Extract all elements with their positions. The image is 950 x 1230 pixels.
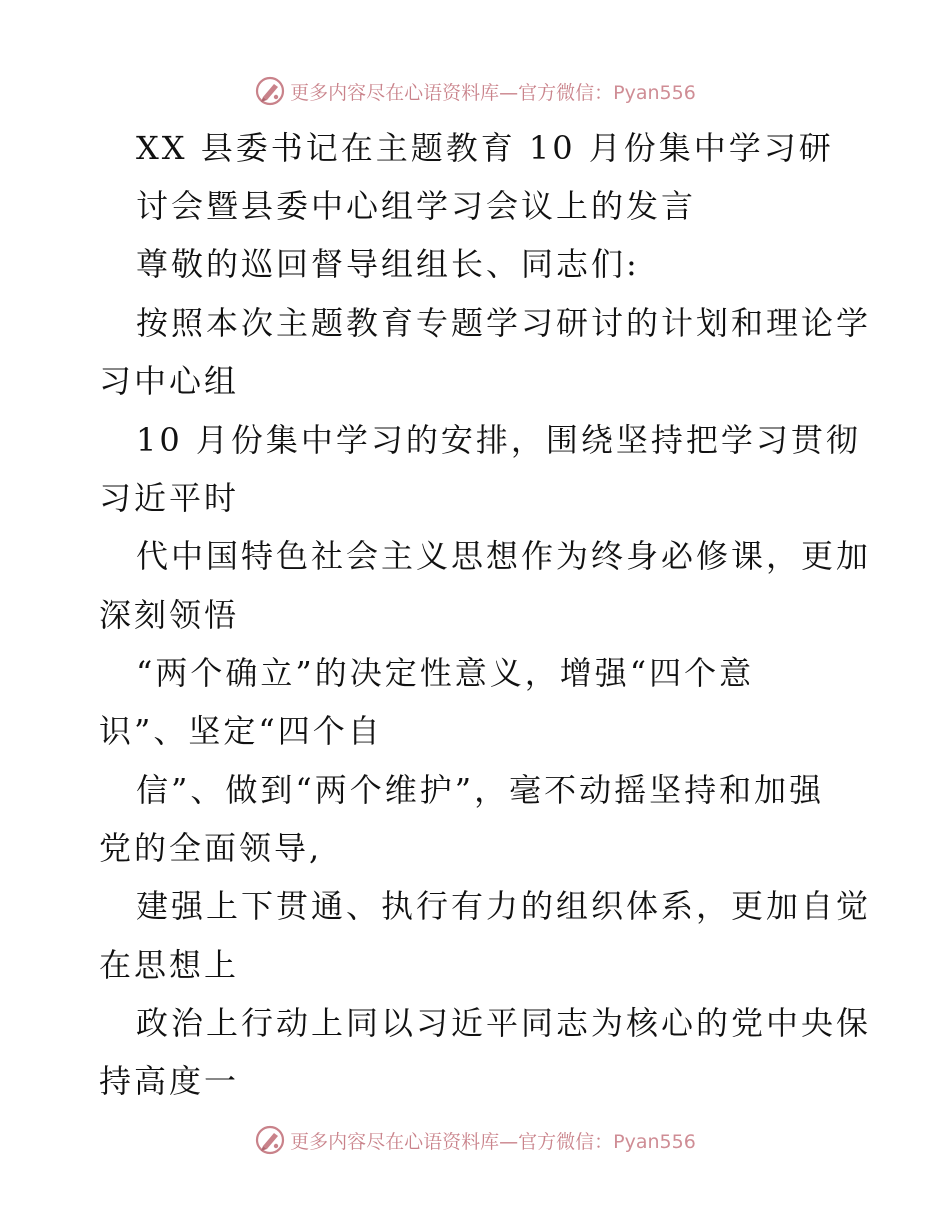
title-line: XX 县委书记在主题教育 10 月份集中学习研 xyxy=(136,129,834,167)
paragraph-line: 在思想上 xyxy=(99,946,240,984)
paragraph-line: 建强上下贯通、执行有力的组织体系，更加自觉 xyxy=(136,887,872,925)
paragraph-line: 深刻领悟 xyxy=(99,596,240,634)
salutation: 尊敬的巡回督导组组长、同志们: xyxy=(136,245,640,283)
watermark-text: 更多内容尽在心语资料库—官方微信：Pyan556 xyxy=(290,81,696,104)
paragraph-line: 政治上行动上同以习近平同志为核心的党中央保 xyxy=(136,1004,872,1042)
paragraph-line: “两个确立”的决定性意义，增强“四个意 xyxy=(136,654,755,692)
paragraph-line: 10 月份集中学习的安排，围绕坚持把学习贯彻 xyxy=(136,421,861,459)
title-line: 讨会暨县委中心组学习会议上的发言 xyxy=(136,187,697,225)
footer-watermark xyxy=(0,1120,950,1160)
paragraph-line: 习中心组 xyxy=(99,362,240,400)
paragraph-line: 识”、坚定“四个自 xyxy=(99,712,383,750)
paragraph-line: 信”、做到“两个维护”，毫不动摇坚持和加强 xyxy=(136,771,825,809)
paragraph-line: 代中国特色社会主义思想作为终身必修课，更加 xyxy=(136,537,872,575)
paragraph-line: 党的全面领导, xyxy=(99,829,323,867)
paragraph-line: 持高度一 xyxy=(99,1062,240,1100)
paragraph-line: 习近平时 xyxy=(99,479,240,517)
paragraph-line: 按照本次主题教育专题学习研讨的计划和理论学 xyxy=(136,304,872,342)
pen-seal-icon xyxy=(254,1124,286,1156)
header-watermark xyxy=(0,71,950,111)
pen-seal-icon xyxy=(254,75,286,107)
watermark-text: 更多内容尽在心语资料库—官方微信：Pyan556 xyxy=(290,1130,696,1153)
